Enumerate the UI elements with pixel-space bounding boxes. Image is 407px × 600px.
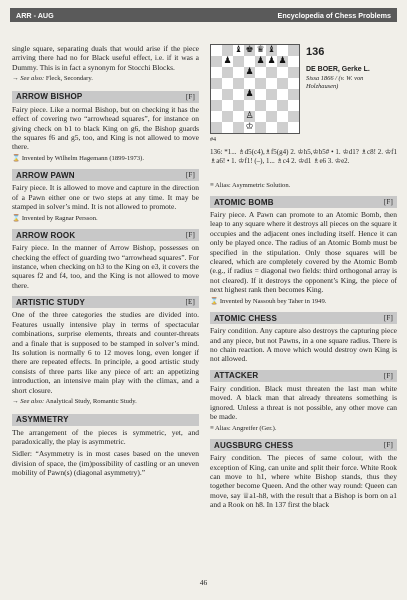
arrow-bishop-body: Fairy piece. Like a normal Bishop, but on checking it has the effect of covering two “arrowhead squares”, for instance on giving check on b1 to black King on g6, the Bishop guards the squares f6 and g5, too, and King is not allowed to move there. — [12, 104, 199, 152]
board-square — [288, 78, 299, 89]
running-header — [10, 8, 397, 22]
see-also-text: Analytical Study, Romantic Study. — [45, 397, 137, 405]
chess-piece-icon: ♟ — [245, 67, 254, 77]
entry-title: AUGSBURG CHESS — [214, 440, 294, 450]
right-column — [210, 196, 397, 513]
problem-author: DE BOER, Gerke L. — [306, 66, 370, 73]
see-also-label: → See also: — [12, 397, 45, 405]
entry-heading-atomic-bomb — [210, 196, 397, 208]
chess-piece-icon: ♝ — [267, 45, 276, 55]
chess-piece-icon: ♟ — [256, 56, 265, 66]
board-square — [266, 122, 277, 133]
board-square — [277, 45, 288, 56]
board-square — [288, 89, 299, 100]
board-square — [233, 89, 244, 100]
board-square — [244, 122, 255, 133]
entry-tag: [F] — [383, 198, 393, 206]
board-square — [255, 111, 266, 122]
board-square — [277, 122, 288, 133]
board-square — [288, 100, 299, 111]
chess-piece-icon: ♝ — [234, 45, 243, 55]
entry-heading-attacker — [210, 370, 397, 382]
entry-title: ASYMMETRY — [16, 415, 69, 425]
problem-alias: ≡ Alias: Asymmetric Solution. — [210, 182, 291, 189]
entry-heading-arrow-pawn — [12, 169, 199, 181]
intro-paragraph: single square, separating duals that would arise if the piece arriving there had no for Black useful effect, i.e. if it was a Dummy. This is in fact a synonym for Stocchi Blocks. — [12, 44, 199, 72]
board-square — [244, 78, 255, 89]
entry-tag: [F] — [185, 92, 195, 101]
entry-heading-augsburg-chess — [210, 439, 397, 451]
board-square — [211, 78, 222, 89]
board-square — [288, 122, 299, 133]
board-square — [211, 100, 222, 111]
see-also-label: → See also: — [12, 75, 45, 83]
entry-title: ATOMIC CHESS — [214, 313, 277, 323]
board-square — [222, 56, 233, 67]
chess-piece-icon: ♔ — [245, 122, 254, 132]
board-square — [266, 78, 277, 89]
board-square — [277, 56, 288, 67]
board-square — [288, 45, 299, 56]
entry-heading-artistic-study — [12, 296, 199, 308]
board-square — [255, 67, 266, 78]
atomic-bomb-body: Fairy piece. A Pawn can promote to an Atomic Bomb, then leap to any square where it destroys all pieces on the square it occupies and the adjacent ones including itself. Hence it can only be played once. The radius of an Atomic Bomb must be specified in the stipulation. Only those squares will be cleared, which are completely covered by the Atomic Bomb (e.g., if radius = diagonal two fields: third orthogonal array is not cleared). If it destroys the opponent’s King, the piece of next highest rank then becomes King. — [210, 210, 397, 295]
board-square — [255, 100, 266, 111]
entry-heading-arrow-rook — [12, 229, 199, 241]
problem-stipulation: #4 — [210, 137, 216, 143]
board-square — [233, 100, 244, 111]
problem-source: Sissa 1866 / (v. W. von Holzhausen) — [306, 75, 364, 90]
entry-title: ARROW BISHOP — [16, 92, 83, 102]
board-square — [255, 45, 266, 56]
entry-tag: [F] — [185, 231, 195, 240]
board-square — [233, 45, 244, 56]
board-square — [211, 67, 222, 78]
board-square — [288, 67, 299, 78]
arrow-pawn-body: Fairy piece. It is allowed to move and capture in the direction of a Pawn either one or two steps at any time. It may be stamped in solver’s mind. It is not allowed to promote. — [12, 183, 199, 212]
board-square — [211, 56, 222, 67]
board-square — [266, 100, 277, 111]
chess-piece-icon: ♟ — [245, 89, 254, 99]
chess-diagram — [210, 44, 300, 134]
entry-title: ARROW PAWN — [16, 170, 75, 180]
board-square — [233, 56, 244, 67]
arrow-rook-body: Fairy piece. In the manner of Arrow Bishop, possesses on checking the effect of guarding two “arrowhead squares”. For instance, when checking on h3 to the King on e3, it covers the squares f2 and f4, too, and the King is not allowed to move there. — [12, 243, 199, 290]
attacker-body: Fairy condition. Black must threaten the last man white moved. A black man that already threatens something is ignored. Unless a threat is not possible, any other move can be made. — [210, 383, 397, 422]
chess-piece-icon: ♚ — [245, 45, 254, 55]
artistic-study-body: One of the three categories the studies are divided into. Features usually intensive play in terms of spectacular combinations, surprise elements, threats and counter-threats and a finale that is supposed to be stamped in solver’s mind. Its solution is normally 6 to 12 moves long, even longer if there are repeated effects. In principle, a good artistic study consists of three parts like any piece of art: an appetizing introduction, an intensive main play with the climax, and a short closure. — [12, 310, 199, 395]
artistic-study-see-also — [12, 398, 199, 407]
board-square — [244, 67, 255, 78]
chess-piece-icon: ♟ — [278, 56, 287, 66]
board-square — [255, 89, 266, 100]
board-square — [255, 78, 266, 89]
board-square — [255, 56, 266, 67]
board-square — [266, 89, 277, 100]
board-square — [222, 78, 233, 89]
entry-tag: [F] — [185, 171, 195, 180]
entry-title: ARROW ROOK — [16, 230, 76, 240]
problem-number: 136 — [306, 46, 325, 58]
board-square — [266, 45, 277, 56]
atomic-chess-body: Fairy condition. Any capture also destroys the capturing piece and any piece, but not Pawns, in a one square radius. There is no chain reaction. A move which would destroy own King is not allowed. — [210, 326, 397, 364]
arrow-bishop-inventor: ⌛ Invented by Wilhelm Hagemann (1899-1973). — [12, 154, 144, 162]
board-square — [222, 122, 233, 133]
board-square — [233, 111, 244, 122]
board-square — [233, 67, 244, 78]
board-square — [211, 111, 222, 122]
board-square — [211, 45, 222, 56]
board-square — [255, 122, 266, 133]
asymmetry-body-2: Sidler: “Asymmetry is in most cases based on the uneven division of space, the (im)possibility of castling or an uneven mobility of Pawn(s) (diagonal asymmetry).” — [12, 449, 199, 478]
entry-heading-arrow-bishop — [12, 91, 199, 103]
board-square — [277, 89, 288, 100]
entry-title: ATOMIC BOMB — [214, 197, 274, 207]
board-square — [244, 100, 255, 111]
entry-tag: [F] — [383, 371, 393, 380]
chess-piece-icon: ♛ — [256, 45, 265, 55]
problem-136 — [210, 44, 397, 143]
board-square — [277, 78, 288, 89]
board-square — [277, 111, 288, 122]
left-column — [12, 44, 199, 481]
page-number: 46 — [199, 578, 208, 587]
board-square — [266, 111, 277, 122]
see-also-text: Fleck, Secondary. — [45, 75, 93, 83]
board-square — [222, 89, 233, 100]
board-square — [244, 89, 255, 100]
chess-piece-icon: ♟ — [223, 56, 232, 66]
chess-piece-icon: ♟ — [267, 56, 276, 66]
board-square — [244, 56, 255, 67]
entry-title: ATTACKER — [214, 371, 259, 381]
entry-heading-atomic-chess — [210, 312, 397, 324]
entry-tag: [E] — [185, 298, 195, 307]
problem-solution: 136: *1... ♗d5(c4),♗f5(g4) 2. ♔h5,♔b5# • 1. ♔d1? ♗c8! 2. ♔f1 ♗a6! • 1. ♔f1! (–), 1... ♗c4 2. ♔d1 ♗e6 3. ♔e2. — [210, 148, 397, 165]
intro-see-also — [12, 75, 199, 84]
asymmetry-body-1: The arrangement of the pieces is symmetric, yet, and paradoxically, the play is asymmetric. — [12, 427, 199, 446]
board-square — [222, 111, 233, 122]
board-square — [233, 78, 244, 89]
header-right: Encyclopedia of Chess Problems — [277, 10, 391, 20]
arrow-pawn-inventor: ⌛ Invented by Ragnar Persson. — [12, 214, 98, 222]
board-square — [277, 100, 288, 111]
chess-piece-icon: ♙ — [245, 111, 254, 121]
board-square — [222, 67, 233, 78]
board-square — [277, 67, 288, 78]
atomic-bomb-inventor: ⌛ Invented by Nassouh bey Taher in 1949. — [210, 297, 327, 305]
board-square — [222, 45, 233, 56]
entry-heading-asymmetry — [12, 414, 199, 426]
board-square — [266, 56, 277, 67]
augsburg-chess-body: Fairy condition. The pieces of same colour, with the exception of King, can unite and split their force. White Rook can move to h1, where white Bishop stands, thus they together become Queen. And the other way round: Queen can move, say ♕a1-h8, with the result that a Bishop is born on a1 and a Rook on h8. In 137 first the black — [210, 453, 397, 510]
entry-title: ARTISTIC STUDY — [16, 297, 86, 307]
entry-tag: [F] — [383, 314, 393, 323]
board-square — [222, 100, 233, 111]
entry-tag: [F] — [383, 441, 393, 450]
board-square — [266, 67, 277, 78]
attacker-alias: ≡ Alias: Angreifer (Ger.). — [210, 424, 277, 432]
board-square — [244, 111, 255, 122]
board-square — [288, 56, 299, 67]
board-square — [244, 45, 255, 56]
board-square — [233, 122, 244, 133]
board-square — [211, 122, 222, 133]
board-square — [211, 89, 222, 100]
board-square — [288, 111, 299, 122]
header-left: ARR - AUG — [16, 10, 54, 20]
